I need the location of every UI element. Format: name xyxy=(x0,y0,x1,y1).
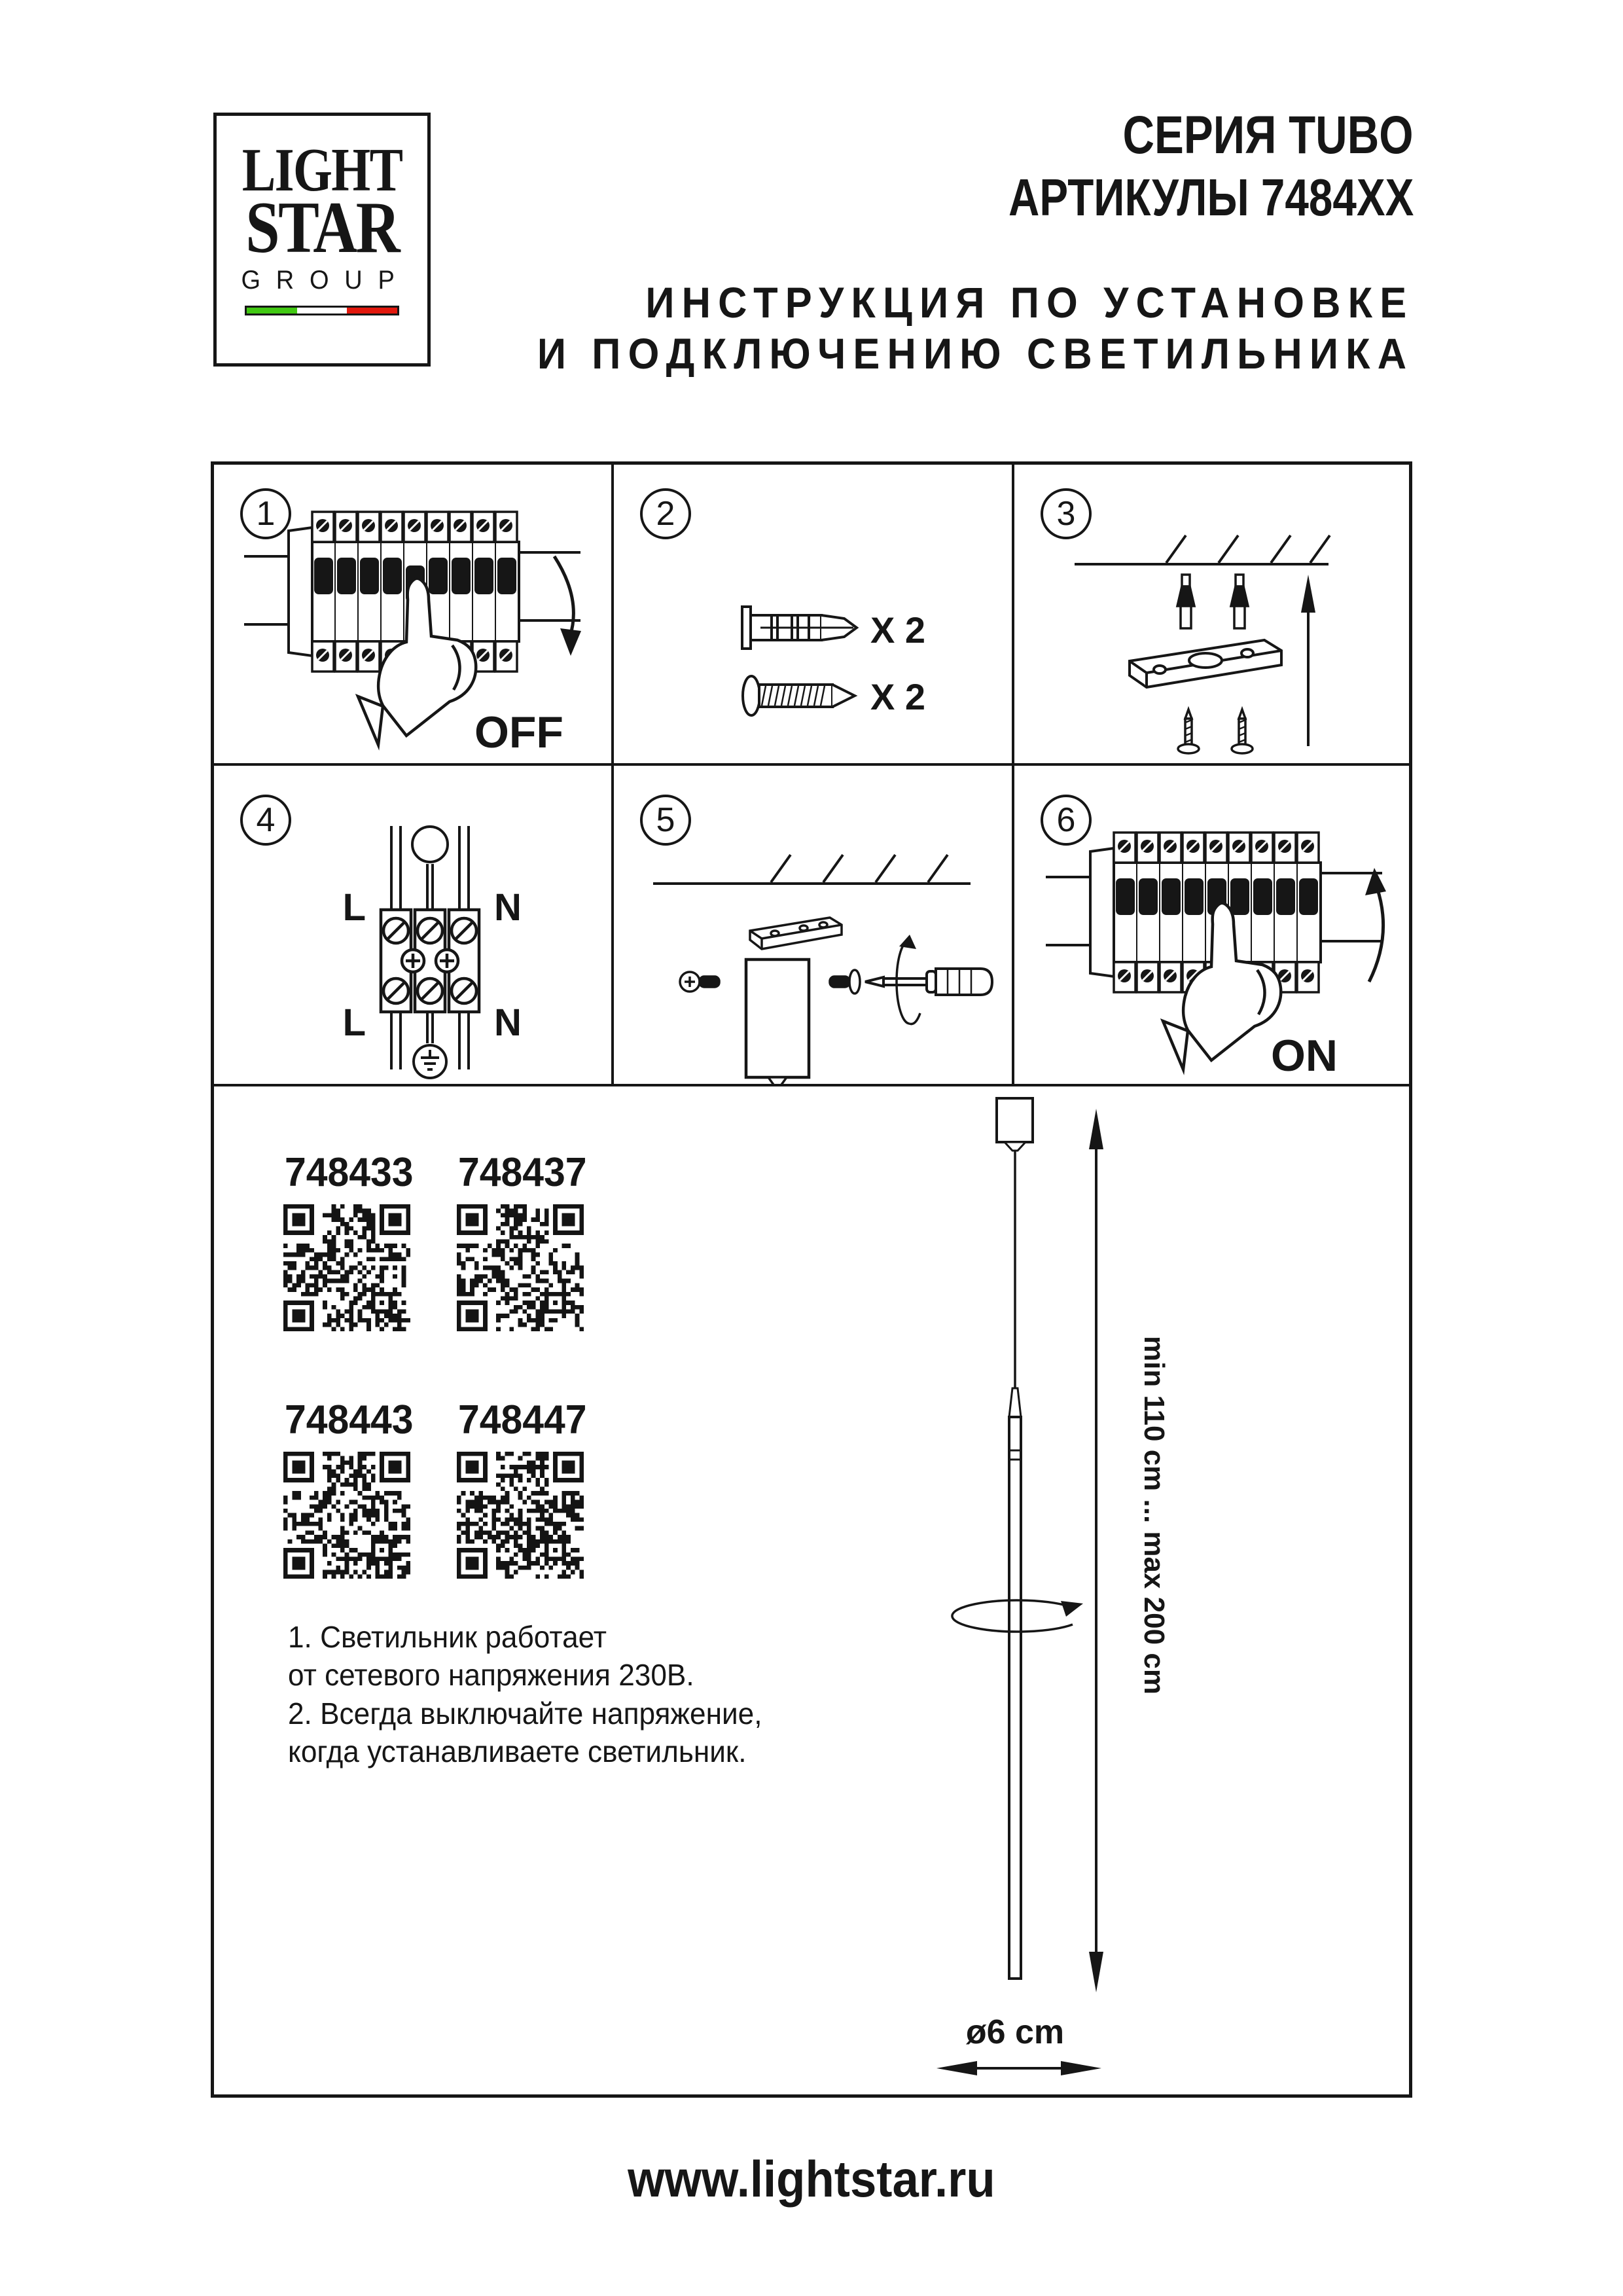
diameter-label: ø6 cm xyxy=(965,2013,1065,2051)
logo-word-star: STAR xyxy=(245,187,399,268)
arrow-down-curve xyxy=(554,556,573,636)
ceiling-icon xyxy=(1075,535,1330,564)
step-1-panel xyxy=(214,465,611,763)
series-title xyxy=(1059,105,1414,166)
step-1-number: 1 xyxy=(240,488,291,539)
subtitle-line-1: ИНСТРУКЦИЯ ПО УСТАНОВКЕ xyxy=(645,278,1414,327)
article-code-3: 748443 xyxy=(285,1397,414,1443)
qr-code-748437 xyxy=(457,1204,584,1331)
step-5-number: 5 xyxy=(640,795,691,846)
step-2-panel xyxy=(614,465,1012,763)
screw-up-left-icon xyxy=(1178,709,1199,753)
screws-qty-label: X 2 xyxy=(870,676,926,717)
line-label-top: L xyxy=(342,886,366,929)
step-4-number: 4 xyxy=(240,795,291,846)
anchor-up-left-icon xyxy=(1177,575,1194,628)
ground-symbol-icon xyxy=(414,1045,446,1078)
anchors-qty-label: X 2 xyxy=(870,609,926,651)
logo-word-light: LIGHT xyxy=(241,136,402,204)
neutral-label-bottom: N xyxy=(494,1001,522,1044)
article-code-4: 748447 xyxy=(458,1397,587,1443)
anchor-up-right-icon xyxy=(1231,575,1248,628)
flag-red xyxy=(347,308,397,314)
website-footer xyxy=(0,2149,1623,2209)
qr-code-748433 xyxy=(283,1204,410,1331)
articles-title-text: АРТИКУЛЫ 7484ХХ xyxy=(1008,168,1414,226)
on-label: ON xyxy=(1271,1031,1338,1081)
lamp-dimension-drawing xyxy=(901,1093,1399,2088)
note-line-4: когда устанавливаете светильник. xyxy=(288,1734,747,1769)
driver-box-icon xyxy=(746,960,809,1084)
logo-word-group: GROUP xyxy=(241,266,410,295)
terminal-strips-icon xyxy=(381,910,479,1012)
instruction-subtitle xyxy=(471,278,1414,380)
note-line-1: 1. Светильник работает xyxy=(288,1620,607,1654)
step-6-panel xyxy=(1014,766,1409,1084)
screw-left-icon xyxy=(680,972,719,992)
pendant-lamp-icon xyxy=(997,1098,1033,1979)
steps-grid xyxy=(211,461,1412,2098)
qr-code-748443 xyxy=(283,1452,410,1579)
step-3-number: 3 xyxy=(1041,488,1092,539)
italy-flag-bar xyxy=(245,306,399,315)
article-code-1: 748433 xyxy=(285,1150,414,1195)
note-line-3: 2. Всегда выключайте напряжение, xyxy=(288,1696,762,1731)
step-4-panel xyxy=(214,766,611,1084)
lamp-wire-bulb-icon xyxy=(412,827,448,862)
qr-code-748447 xyxy=(457,1452,584,1579)
product-info-panel xyxy=(214,1086,1409,2094)
screw-right-icon xyxy=(830,970,860,994)
step-2-number: 2 xyxy=(640,488,691,539)
articles-title xyxy=(919,168,1414,228)
screwdriver-icon xyxy=(865,969,992,995)
lightstar-logo xyxy=(213,113,431,367)
height-dimension-arrow xyxy=(1089,1109,1103,1992)
safety-notes xyxy=(288,1618,762,1771)
mounting-bracket-icon xyxy=(1130,640,1281,687)
line-label-bottom: L xyxy=(342,1001,366,1044)
flag-white xyxy=(297,308,348,314)
step-5-panel xyxy=(614,766,1012,1084)
screw-up-right-icon xyxy=(1232,709,1253,753)
article-code-2: 748437 xyxy=(458,1150,587,1195)
ceiling-icon xyxy=(653,855,971,884)
neutral-label-top: N xyxy=(494,886,522,929)
step-3-panel xyxy=(1014,465,1409,763)
series-title-text: СЕРИЯ TUBO xyxy=(1122,105,1414,165)
arrow-down-head xyxy=(560,628,581,656)
diameter-dimension-arrow xyxy=(936,2061,1101,2075)
screw-icon xyxy=(743,676,855,715)
wall-anchor-icon xyxy=(742,607,857,649)
note-line-2: от сетевого напряжения 230В. xyxy=(288,1658,694,1693)
height-range-label: min 110 cm ... max 200 cm xyxy=(1138,1336,1170,1695)
flag-green xyxy=(247,308,297,314)
bracket-icon xyxy=(750,918,842,949)
arrow-up-curve xyxy=(1369,888,1383,982)
off-label: OFF xyxy=(474,708,563,757)
subtitle-line-2: И ПОДКЛЮЧЕНИЮ СВЕТИЛЬНИКА xyxy=(537,329,1414,378)
website-url: www.lightstar.ru xyxy=(628,2150,995,2208)
step-6-number: 6 xyxy=(1041,795,1092,846)
arrow-up-icon xyxy=(1301,575,1315,746)
